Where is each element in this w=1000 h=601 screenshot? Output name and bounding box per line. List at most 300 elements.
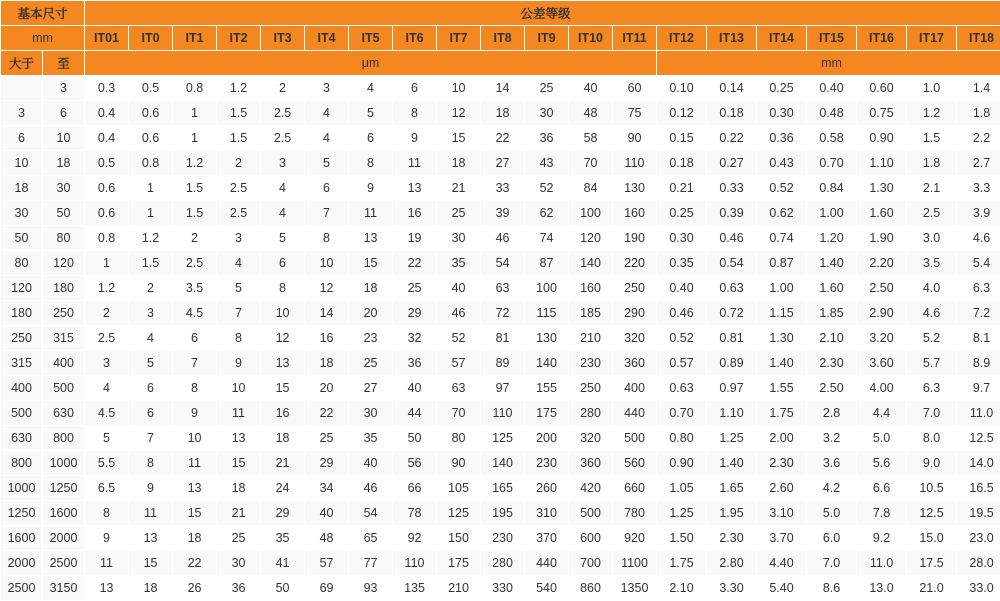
size-to-cell: 3 (43, 76, 85, 101)
value-cell: 8.6 (807, 576, 857, 601)
value-cell: 230 (481, 526, 525, 551)
value-cell: 560 (613, 451, 657, 476)
value-cell: 1.2 (173, 151, 217, 176)
value-cell: 5 (349, 101, 393, 126)
value-cell: 3.0 (907, 226, 957, 251)
value-cell: 9 (173, 401, 217, 426)
value-cell: 87 (525, 251, 569, 276)
value-cell: 0.75 (857, 101, 907, 126)
value-cell: 310 (525, 501, 569, 526)
size-from-cell: 10 (1, 151, 43, 176)
value-cell: 4.0 (907, 276, 957, 301)
value-cell: 63 (437, 376, 481, 401)
value-cell: 2 (129, 276, 173, 301)
value-cell: 0.6 (129, 101, 173, 126)
value-cell: 25 (393, 276, 437, 301)
value-cell: 16 (393, 201, 437, 226)
table-row (1, 201, 1000, 226)
basic-size-title: 基本尺寸 (1, 1, 85, 26)
value-cell: 36 (393, 351, 437, 376)
value-cell: 0.27 (707, 151, 757, 176)
value-cell: 0.22 (707, 126, 757, 151)
value-cell: 5.0 (857, 426, 907, 451)
value-cell: 5.40 (757, 576, 807, 601)
value-cell: 2.10 (657, 576, 707, 601)
value-cell: 46 (481, 226, 525, 251)
value-cell: 6 (129, 376, 173, 401)
value-cell: 320 (613, 326, 657, 351)
value-cell: 3 (129, 301, 173, 326)
value-cell: 8 (129, 451, 173, 476)
value-cell: 175 (525, 401, 569, 426)
value-cell: 2 (85, 301, 129, 326)
table-row (1, 276, 1000, 301)
size-to-cell: 80 (43, 226, 85, 251)
table-row (1, 126, 1000, 151)
value-cell: 120 (569, 226, 613, 251)
value-cell: 8 (393, 101, 437, 126)
value-cell: 13 (349, 226, 393, 251)
value-cell: 27 (481, 151, 525, 176)
value-cell: 135 (393, 576, 437, 601)
value-cell: 7 (217, 301, 261, 326)
grade-IT7: IT7 (437, 26, 481, 51)
value-cell: 10 (437, 76, 481, 101)
value-cell: 1.25 (707, 426, 757, 451)
value-cell: 190 (613, 226, 657, 251)
value-cell: 14.0 (957, 451, 1000, 476)
value-cell: 2.50 (807, 376, 857, 401)
value-cell: 10 (217, 376, 261, 401)
value-cell: 3.30 (707, 576, 757, 601)
size-to-cell: 3150 (43, 576, 85, 601)
grade-IT4: IT4 (305, 26, 349, 51)
value-cell: 25 (437, 201, 481, 226)
value-cell: 0.8 (129, 151, 173, 176)
value-cell: 3.60 (857, 351, 907, 376)
grade-IT14: IT14 (757, 26, 807, 51)
value-cell: 11 (349, 201, 393, 226)
value-cell: 130 (525, 326, 569, 351)
value-cell: 110 (481, 401, 525, 426)
value-cell: 92 (393, 526, 437, 551)
grade-IT3: IT3 (261, 26, 305, 51)
value-cell: 7.0 (907, 401, 957, 426)
value-cell: 4 (305, 126, 349, 151)
value-cell: 6.0 (807, 526, 857, 551)
value-cell: 90 (613, 126, 657, 151)
value-cell: 12.5 (907, 501, 957, 526)
value-cell: 155 (525, 376, 569, 401)
value-cell: 1.15 (757, 301, 807, 326)
value-cell: 1.8 (907, 151, 957, 176)
value-cell: 57 (305, 551, 349, 576)
value-cell: 6 (173, 326, 217, 351)
value-cell: 1.8 (957, 101, 1000, 126)
value-cell: 2.5 (217, 176, 261, 201)
value-cell: 4 (349, 76, 393, 101)
value-cell: 22 (173, 551, 217, 576)
value-cell: 160 (569, 276, 613, 301)
value-cell: 1.2 (217, 76, 261, 101)
table-row (1, 326, 1000, 351)
value-cell: 2.5 (261, 126, 305, 151)
value-cell: 165 (481, 476, 525, 501)
value-cell: 4.5 (85, 401, 129, 426)
value-cell: 3 (261, 151, 305, 176)
value-cell: 140 (569, 251, 613, 276)
value-cell: 0.25 (657, 201, 707, 226)
value-cell: 2.5 (173, 251, 217, 276)
value-cell: 2 (217, 151, 261, 176)
value-cell: 370 (525, 526, 569, 551)
value-cell: 105 (437, 476, 481, 501)
value-cell: 290 (613, 301, 657, 326)
value-cell: 1.30 (857, 176, 907, 201)
value-cell: 0.52 (757, 176, 807, 201)
value-cell: 50 (393, 426, 437, 451)
size-from-cell: 1600 (1, 526, 43, 551)
grade-IT16: IT16 (857, 26, 907, 51)
grade-IT5: IT5 (349, 26, 393, 51)
value-cell: 8.9 (957, 351, 1000, 376)
value-cell: 10 (173, 426, 217, 451)
value-cell: 140 (481, 451, 525, 476)
value-cell: 62 (525, 201, 569, 226)
value-cell: 0.74 (757, 226, 807, 251)
table-row (1, 426, 1000, 451)
grade-IT18: IT18 (957, 26, 1000, 51)
header-row-units (1, 51, 1000, 76)
value-cell: 1.5 (217, 126, 261, 151)
value-cell: 0.18 (657, 151, 707, 176)
value-cell: 9 (393, 126, 437, 151)
value-cell: 0.5 (129, 76, 173, 101)
value-cell: 1100 (613, 551, 657, 576)
value-cell: 130 (613, 176, 657, 201)
value-cell: 1.75 (757, 401, 807, 426)
value-cell: 3.10 (757, 501, 807, 526)
value-cell: 0.90 (857, 126, 907, 151)
value-cell: 2 (261, 76, 305, 101)
value-cell: 2.30 (807, 351, 857, 376)
value-cell: 66 (393, 476, 437, 501)
value-cell: 16 (261, 401, 305, 426)
size-to-cell: 400 (43, 351, 85, 376)
value-cell: 1.40 (807, 251, 857, 276)
value-cell: 80 (437, 426, 481, 451)
value-cell: 7 (305, 201, 349, 226)
value-cell: 2.10 (807, 326, 857, 351)
basic-size-from: 大于 (1, 51, 43, 76)
value-cell: 1.20 (807, 226, 857, 251)
value-cell: 16 (305, 326, 349, 351)
size-from-cell: 400 (1, 376, 43, 401)
value-cell: 1.95 (707, 501, 757, 526)
size-to-cell: 2000 (43, 526, 85, 551)
value-cell: 3 (305, 76, 349, 101)
value-cell: 860 (569, 576, 613, 601)
value-cell: 29 (261, 501, 305, 526)
value-cell: 195 (481, 501, 525, 526)
value-cell: 18 (481, 101, 525, 126)
value-cell: 1.40 (707, 451, 757, 476)
value-cell: 110 (393, 551, 437, 576)
value-cell: 7.0 (807, 551, 857, 576)
value-cell: 3.5 (907, 251, 957, 276)
value-cell: 10 (305, 251, 349, 276)
value-cell: 0.48 (807, 101, 857, 126)
table-header (1, 1, 1000, 76)
value-cell: 8 (217, 326, 261, 351)
value-cell: 15 (129, 551, 173, 576)
value-cell: 12 (305, 276, 349, 301)
value-cell: 46 (349, 476, 393, 501)
value-cell: 13 (261, 351, 305, 376)
value-cell: 2.5 (907, 201, 957, 226)
value-cell: 72 (481, 301, 525, 326)
size-to-cell: 50 (43, 201, 85, 226)
value-cell: 8 (349, 151, 393, 176)
value-cell: 11 (129, 501, 173, 526)
value-cell: 0.89 (707, 351, 757, 376)
grade-title: 公差等级 (85, 1, 1000, 26)
value-cell: 2.50 (857, 276, 907, 301)
value-cell: 19.5 (957, 501, 1000, 526)
value-cell: 4 (129, 326, 173, 351)
value-cell: 15 (349, 251, 393, 276)
value-cell: 175 (437, 551, 481, 576)
value-cell: 0.90 (657, 451, 707, 476)
value-cell: 2.8 (807, 401, 857, 426)
value-cell: 6.3 (957, 276, 1000, 301)
value-cell: 28.0 (957, 551, 1000, 576)
value-cell: 74 (525, 226, 569, 251)
size-from-cell: 1250 (1, 501, 43, 526)
value-cell: 35 (349, 426, 393, 451)
value-cell: 15 (437, 126, 481, 151)
size-to-cell: 630 (43, 401, 85, 426)
value-cell: 0.60 (857, 76, 907, 101)
value-cell: 18 (305, 351, 349, 376)
value-cell: 21 (437, 176, 481, 201)
value-cell: 9.2 (857, 526, 907, 551)
value-cell: 8 (85, 501, 129, 526)
header-row-title (1, 1, 1000, 26)
value-cell: 11 (217, 401, 261, 426)
value-cell: 0.70 (657, 401, 707, 426)
value-cell: 0.46 (707, 226, 757, 251)
size-to-cell: 1250 (43, 476, 85, 501)
value-cell: 60 (613, 76, 657, 101)
value-cell: 0.46 (657, 301, 707, 326)
value-cell: 0.40 (807, 76, 857, 101)
value-cell: 18 (349, 276, 393, 301)
value-cell: 700 (569, 551, 613, 576)
value-cell: 2.20 (857, 251, 907, 276)
value-cell: 29 (305, 451, 349, 476)
value-cell: 18 (261, 426, 305, 451)
value-cell: 440 (613, 401, 657, 426)
basic-size-unit: mm (1, 26, 85, 51)
value-cell: 12 (261, 326, 305, 351)
value-cell: 13 (173, 476, 217, 501)
size-from-cell: 800 (1, 451, 43, 476)
value-cell: 0.30 (657, 226, 707, 251)
value-cell: 5.2 (907, 326, 957, 351)
value-cell: 280 (481, 551, 525, 576)
value-cell: 2.90 (857, 301, 907, 326)
size-to-cell: 18 (43, 151, 85, 176)
value-cell: 19 (393, 226, 437, 251)
value-cell: 13.0 (857, 576, 907, 601)
value-cell: 8.1 (957, 326, 1000, 351)
value-cell: 11 (393, 151, 437, 176)
value-cell: 0.62 (757, 201, 807, 226)
value-cell: 0.84 (807, 176, 857, 201)
value-cell: 48 (569, 101, 613, 126)
value-cell: 18 (437, 151, 481, 176)
size-from-cell (1, 76, 43, 101)
grade-IT1: IT1 (173, 26, 217, 51)
value-cell: 5.7 (907, 351, 957, 376)
value-cell: 1.60 (857, 201, 907, 226)
value-cell: 17.5 (907, 551, 957, 576)
value-cell: 3 (85, 351, 129, 376)
table-row (1, 351, 1000, 376)
value-cell: 25 (217, 526, 261, 551)
value-cell: 8.0 (907, 426, 957, 451)
value-cell: 0.4 (85, 101, 129, 126)
value-cell: 69 (305, 576, 349, 601)
value-cell: 360 (569, 451, 613, 476)
value-cell: 1.25 (657, 501, 707, 526)
value-cell: 0.63 (657, 376, 707, 401)
table-row (1, 101, 1000, 126)
grade-IT15: IT15 (807, 26, 857, 51)
value-cell: 0.12 (657, 101, 707, 126)
value-cell: 25 (349, 351, 393, 376)
value-cell: 0.40 (657, 276, 707, 301)
size-from-cell: 80 (1, 251, 43, 276)
value-cell: 3.9 (957, 201, 1000, 226)
value-cell: 84 (569, 176, 613, 201)
value-cell: 6 (261, 251, 305, 276)
value-cell: 78 (393, 501, 437, 526)
value-cell: 6 (393, 76, 437, 101)
value-cell: 660 (613, 476, 657, 501)
size-to-cell: 1600 (43, 501, 85, 526)
value-cell: 5 (217, 276, 261, 301)
value-cell: 115 (525, 301, 569, 326)
value-cell: 260 (525, 476, 569, 501)
size-to-cell: 120 (43, 251, 85, 276)
table-row (1, 476, 1000, 501)
value-cell: 97 (481, 376, 525, 401)
value-cell: 1.65 (707, 476, 757, 501)
value-cell: 2.1 (907, 176, 957, 201)
value-cell: 8 (261, 276, 305, 301)
value-cell: 0.30 (757, 101, 807, 126)
value-cell: 10 (261, 301, 305, 326)
value-cell: 70 (569, 151, 613, 176)
value-cell: 360 (613, 351, 657, 376)
value-cell: 3.3 (957, 176, 1000, 201)
grade-IT6: IT6 (393, 26, 437, 51)
value-cell: 2.30 (757, 451, 807, 476)
value-cell: 1.10 (857, 151, 907, 176)
value-cell: 5.4 (957, 251, 1000, 276)
value-cell: 1.60 (807, 276, 857, 301)
value-cell: 125 (481, 426, 525, 451)
value-cell: 26 (173, 576, 217, 601)
value-cell: 1.4 (957, 76, 1000, 101)
value-cell: 35 (261, 526, 305, 551)
size-from-cell: 18 (1, 176, 43, 201)
value-cell: 5.0 (807, 501, 857, 526)
value-cell: 220 (613, 251, 657, 276)
value-cell: 58 (569, 126, 613, 151)
value-cell: 4 (85, 376, 129, 401)
size-from-cell: 500 (1, 401, 43, 426)
value-cell: 1.2 (85, 276, 129, 301)
value-cell: 36 (217, 576, 261, 601)
value-cell: 600 (569, 526, 613, 551)
value-cell: 48 (305, 526, 349, 551)
basic-size-to: 至 (43, 51, 85, 76)
value-cell: 1.75 (657, 551, 707, 576)
size-from-cell: 120 (1, 276, 43, 301)
value-cell: 25 (525, 76, 569, 101)
value-cell: 230 (569, 351, 613, 376)
value-cell: 41 (261, 551, 305, 576)
size-to-cell: 800 (43, 426, 85, 451)
value-cell: 500 (613, 426, 657, 451)
unit-millimeter: mm (657, 51, 1000, 76)
value-cell: 140 (525, 351, 569, 376)
value-cell: 14 (305, 301, 349, 326)
table-row (1, 576, 1000, 601)
size-to-cell: 250 (43, 301, 85, 326)
value-cell: 44 (393, 401, 437, 426)
size-to-cell: 500 (43, 376, 85, 401)
size-from-cell: 3 (1, 101, 43, 126)
value-cell: 30 (217, 551, 261, 576)
value-cell: 2.2 (957, 126, 1000, 151)
size-from-cell: 2000 (1, 551, 43, 576)
value-cell: 0.15 (657, 126, 707, 151)
value-cell: 5 (129, 351, 173, 376)
value-cell: 110 (613, 151, 657, 176)
table-row (1, 226, 1000, 251)
value-cell: 4 (305, 101, 349, 126)
value-cell: 1.90 (857, 226, 907, 251)
value-cell: 1.40 (757, 351, 807, 376)
value-cell: 22 (305, 401, 349, 426)
value-cell: 4.4 (857, 401, 907, 426)
value-cell: 1.85 (807, 301, 857, 326)
value-cell: 2 (173, 226, 217, 251)
value-cell: 15 (173, 501, 217, 526)
value-cell: 12.5 (957, 426, 1000, 451)
value-cell: 12 (437, 101, 481, 126)
value-cell: 13 (129, 526, 173, 551)
table-row (1, 376, 1000, 401)
value-cell: 43 (525, 151, 569, 176)
value-cell: 39 (481, 201, 525, 226)
size-from-cell: 180 (1, 301, 43, 326)
value-cell: 0.21 (657, 176, 707, 201)
